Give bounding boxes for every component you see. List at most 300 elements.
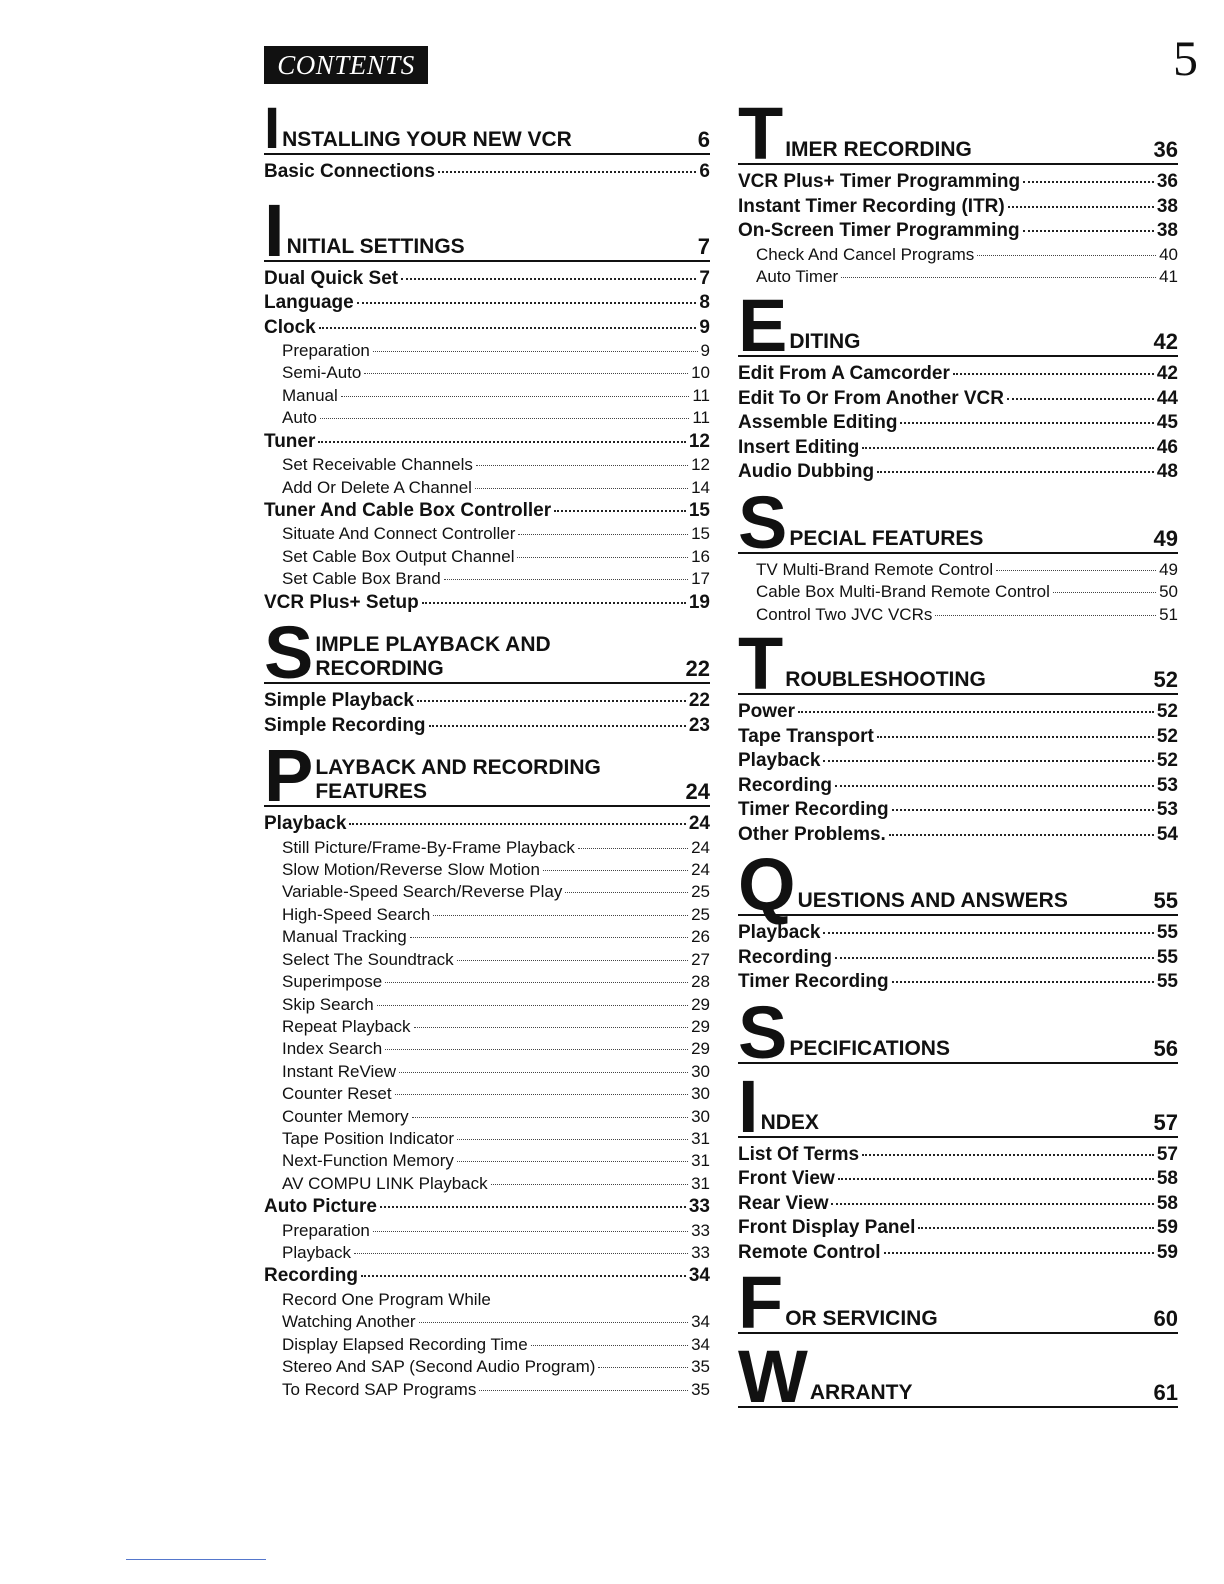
toc-subentry[interactable] — [264, 859, 710, 881]
entry-label: Semi-Auto — [282, 363, 362, 383]
leader-dots — [543, 870, 688, 871]
entry-label: Playback — [264, 813, 347, 835]
entry-label: Language — [264, 292, 354, 313]
section-initial: Q — [738, 843, 796, 927]
leader-dots — [1008, 206, 1154, 208]
toc-subentry[interactable] — [264, 362, 710, 384]
entry-label: TV Multi-Brand Remote Control — [756, 559, 994, 579]
section-page: 6 — [697, 127, 710, 152]
entry-page: 7 — [699, 267, 710, 289]
toc-entry[interactable] — [738, 170, 1178, 195]
entry-label: Index Search — [282, 1039, 383, 1059]
leader-dots — [433, 915, 688, 916]
leader-dots — [798, 711, 1154, 713]
leader-dots — [457, 1139, 688, 1140]
leader-dots — [491, 1184, 688, 1185]
entry-page: 42 — [1156, 363, 1178, 385]
section-playback-features[interactable] — [264, 734, 710, 818]
toc-entry[interactable] — [738, 1167, 1178, 1192]
entry-page: 8 — [699, 292, 710, 313]
toc-entry[interactable] — [738, 921, 1178, 946]
leader-dots — [349, 823, 685, 825]
leader-dots — [892, 809, 1154, 811]
leader-dots — [475, 488, 688, 489]
section-index[interactable] — [738, 1064, 1178, 1148]
section-specifications[interactable] — [738, 990, 1178, 1074]
entry-page: 26 — [691, 927, 710, 947]
leader-dots — [422, 602, 686, 604]
entry-label: Watching Another — [282, 1312, 416, 1332]
entry-page: 24 — [691, 860, 710, 880]
toc-subentry[interactable] — [738, 244, 1178, 266]
entry-label: Tuner — [264, 430, 316, 452]
toc-entry[interactable] — [738, 460, 1178, 485]
toc-entry[interactable] — [264, 160, 710, 185]
section-initial-settings[interactable] — [264, 188, 710, 272]
entry-page: 34 — [688, 1265, 710, 1287]
entry-label: Add Or Delete A Channel — [282, 477, 472, 497]
leader-dots — [412, 1117, 688, 1118]
leader-dots — [831, 1203, 1153, 1205]
section-page: 49 — [1153, 525, 1178, 551]
entry-label: Control Two JVC VCRs — [756, 604, 933, 624]
entry-page: 30 — [691, 1061, 710, 1081]
toc-entry[interactable] — [738, 436, 1178, 461]
leader-dots — [399, 1072, 688, 1073]
toc-subentry[interactable] — [264, 1220, 710, 1242]
entry-label: Stereo And SAP (Second Audio Program) — [282, 1357, 596, 1377]
leader-dots — [1023, 181, 1154, 183]
entry-page: 12 — [688, 430, 710, 452]
toc-subentry[interactable] — [264, 881, 710, 903]
entry-label: Set Receivable Channels — [282, 455, 473, 475]
contents-label: CONTENTS — [264, 46, 428, 84]
entry-page: 30 — [691, 1106, 710, 1126]
leader-dots — [862, 1154, 1154, 1156]
section-page: 60 — [1153, 1306, 1178, 1332]
entry-page: 59 — [1156, 1241, 1178, 1263]
entry-page: 44 — [1156, 387, 1178, 409]
toc-entry[interactable] — [738, 411, 1178, 436]
entry-page: 31 — [691, 1173, 710, 1193]
section-initial: T — [738, 92, 784, 175]
toc-entry[interactable] — [738, 362, 1178, 387]
toc-entry[interactable] — [738, 725, 1178, 750]
leader-dots — [318, 441, 685, 443]
entry-label: Tuner And Cable Box Controller — [264, 499, 552, 521]
toc-entry[interactable] — [738, 1143, 1178, 1168]
entry-page: 35 — [691, 1357, 710, 1377]
section-page: 22 — [685, 656, 710, 682]
section-page: 55 — [1153, 888, 1178, 914]
entry-page: 14 — [691, 477, 710, 497]
leader-dots — [361, 1275, 686, 1277]
entry-label: Front Display Panel — [738, 1217, 916, 1239]
toc-entry[interactable] — [738, 798, 1178, 823]
entry-label: Slow Motion/Reverse Slow Motion — [282, 860, 540, 880]
section-initial: P — [264, 734, 314, 818]
section-initial: I — [264, 188, 285, 272]
toc-subentry[interactable] — [264, 1038, 710, 1060]
entry-label: Check And Cancel Programs — [756, 244, 975, 264]
toc-subentry[interactable] — [264, 1150, 710, 1172]
toc-entry[interactable] — [738, 195, 1178, 220]
leader-dots — [838, 1178, 1154, 1180]
entry-label: Playback — [738, 922, 821, 944]
entry-label: Basic Connections — [264, 161, 436, 182]
entry-label: Auto Picture — [264, 1196, 377, 1218]
section-title: IMPLE PLAYBACK AND RECORDING — [315, 633, 551, 681]
section-title: UESTIONS AND ANSWERS — [797, 889, 1068, 913]
entry-label: Timer Recording — [738, 971, 889, 993]
page-number: 5 — [1173, 30, 1198, 86]
footer-rule — [126, 1558, 266, 1560]
leader-dots — [380, 1206, 686, 1208]
entry-label: Auto — [282, 408, 317, 428]
entry-label: Playback — [738, 750, 821, 772]
toc-entry[interactable] — [264, 714, 710, 739]
entry-label: Recording — [738, 774, 832, 796]
entry-page: 52 — [1156, 725, 1178, 747]
leader-dots — [518, 534, 688, 535]
entry-label: Still Picture/Frame-By-Frame Playback — [282, 837, 575, 857]
entry-label: Manual — [282, 385, 338, 405]
leader-dots — [977, 255, 1156, 256]
entry-page: 50 — [1159, 582, 1178, 602]
section-timer-recording[interactable] — [738, 92, 1178, 175]
section-title: ROUBLESHOOTING — [785, 668, 986, 692]
entry-page: 51 — [1159, 604, 1178, 624]
leader-dots — [841, 277, 1156, 278]
entry-label: Instant Timer Recording (ITR) — [738, 195, 1005, 217]
entry-page: 33 — [688, 1196, 710, 1218]
leader-dots — [531, 1345, 688, 1346]
toc-subentry[interactable] — [264, 949, 710, 971]
entry-page: 35 — [691, 1379, 710, 1399]
entry-page: 19 — [688, 591, 710, 613]
toc-entry[interactable] — [738, 1241, 1178, 1266]
entry-label: Skip Search — [282, 994, 374, 1014]
toc-subentry[interactable] — [264, 1334, 710, 1356]
entry-page: 31 — [691, 1128, 710, 1148]
entry-page: 29 — [691, 1039, 710, 1059]
toc-subentry[interactable] — [264, 1173, 710, 1195]
toc-subentry[interactable] — [264, 1356, 710, 1378]
leader-dots — [429, 725, 686, 727]
leader-dots — [1053, 592, 1156, 593]
entry-label: Audio Dubbing — [738, 461, 875, 483]
entry-label: To Record SAP Programs — [282, 1379, 477, 1399]
entry-label: Assemble Editing — [738, 412, 898, 434]
entry-page: 52 — [1156, 750, 1178, 772]
entry-page: 29 — [691, 994, 710, 1014]
toc-subentry[interactable] — [264, 971, 710, 993]
entry-label: Playback — [282, 1243, 351, 1263]
entry-page: 22 — [688, 690, 710, 712]
toc-subentry[interactable] — [264, 904, 710, 926]
entry-label: Counter Memory — [282, 1106, 409, 1126]
toc-subentry[interactable] — [264, 1061, 710, 1083]
entry-page: 12 — [691, 455, 710, 475]
leader-dots — [996, 570, 1156, 571]
toc-entry[interactable] — [738, 700, 1178, 725]
entry-page: 30 — [691, 1084, 710, 1104]
entry-label: Power — [738, 701, 796, 723]
leader-dots — [438, 171, 696, 173]
leader-dots — [918, 1227, 1153, 1229]
entry-page: 31 — [691, 1151, 710, 1171]
entry-page: 52 — [1156, 701, 1178, 723]
entry-label: Clock — [264, 316, 316, 338]
entry-label: Recording — [738, 946, 832, 968]
section-title: NDEX — [760, 1110, 819, 1134]
toc-subentry[interactable] — [264, 340, 710, 362]
toc-entry[interactable] — [738, 774, 1178, 799]
leader-dots — [320, 418, 689, 419]
entry-page: 15 — [688, 499, 710, 521]
toc-entry[interactable] — [264, 267, 710, 292]
entry-label: Set Cable Box Output Channel — [282, 546, 515, 566]
section-page: 61 — [1153, 1380, 1178, 1406]
entry-label: Cable Box Multi-Brand Remote Control — [756, 582, 1050, 602]
entry-page: 10 — [691, 363, 710, 383]
entry-label: Dual Quick Set — [264, 267, 399, 289]
toc-subentry[interactable] — [264, 1242, 710, 1264]
entry-label: Tape Position Indicator — [282, 1128, 454, 1148]
entry-label: Record One Program While — [282, 1289, 491, 1309]
entry-page: 55 — [1156, 946, 1178, 968]
entry-label: Next-Function Memory — [282, 1151, 454, 1171]
section-page: 52 — [1153, 667, 1178, 693]
section-title: ARRANTY — [809, 1381, 913, 1405]
section-initial: S — [738, 480, 788, 564]
leader-dots — [417, 700, 686, 702]
leader-dots — [354, 1253, 688, 1254]
section-page: 42 — [1153, 329, 1178, 355]
entry-page: 55 — [1156, 922, 1178, 944]
entry-label: Simple Recording — [264, 714, 426, 736]
section-troubleshooting[interactable] — [738, 622, 1178, 706]
toc-subentry[interactable] — [264, 407, 710, 429]
toc-subentry[interactable] — [264, 1379, 710, 1401]
toc-entry[interactable] — [738, 946, 1178, 971]
entry-label: Superimpose — [282, 972, 383, 992]
entry-label: On-Screen Timer Programming — [738, 220, 1020, 241]
toc-subentry[interactable] — [264, 523, 710, 545]
section-title: PECIFICATIONS — [789, 1036, 950, 1060]
toc-subentry[interactable] — [264, 1289, 710, 1311]
section-simple-playback[interactable] — [264, 611, 710, 695]
entry-page: 15 — [691, 524, 710, 544]
leader-dots — [373, 351, 698, 352]
toc-subentry[interactable] — [264, 1311, 710, 1333]
toc-subentry[interactable] — [264, 477, 710, 499]
toc-entry[interactable] — [264, 1195, 710, 1220]
section-title: PECIAL FEATURES — [789, 526, 984, 550]
right-column — [738, 92, 1178, 1419]
toc-entry[interactable] — [738, 970, 1178, 995]
leader-dots — [877, 471, 1154, 473]
entry-page: 25 — [691, 882, 710, 902]
toc-subentry[interactable] — [264, 568, 710, 590]
toc-entry[interactable] — [264, 812, 710, 837]
leader-dots — [419, 1322, 689, 1323]
section-page: 57 — [1153, 1109, 1178, 1135]
leader-dots — [357, 302, 697, 304]
section-initial: E — [738, 284, 788, 368]
section-page: 7 — [697, 233, 710, 259]
toc-subentry[interactable] — [264, 1016, 710, 1038]
entry-label: Counter Reset — [282, 1084, 392, 1104]
section-special-features[interactable] — [738, 480, 1178, 564]
leader-dots — [835, 957, 1154, 959]
leader-dots — [410, 937, 688, 938]
section-initial: I — [738, 1064, 759, 1148]
entry-page: 11 — [692, 408, 710, 428]
toc-entry[interactable] — [738, 387, 1178, 412]
entry-page: 58 — [1156, 1192, 1178, 1214]
toc-subentry[interactable] — [264, 1128, 710, 1150]
leader-dots — [377, 1005, 688, 1006]
leader-dots — [395, 1094, 688, 1095]
section-title: OR SERVICING — [785, 1307, 938, 1331]
entry-label: VCR Plus+ Setup — [264, 591, 419, 613]
leader-dots — [862, 447, 1153, 449]
leader-dots — [373, 1231, 688, 1232]
toc-subentry[interactable] — [738, 581, 1178, 603]
leader-dots — [835, 785, 1154, 787]
entry-page: 23 — [688, 714, 710, 736]
leader-dots — [877, 736, 1154, 738]
section-title: LAYBACK AND RECORDING FEATURES — [315, 756, 601, 804]
leader-dots — [319, 327, 697, 329]
entry-page: 59 — [1156, 1217, 1178, 1239]
toc-entry[interactable] — [264, 316, 710, 341]
entry-label: Edit To Or From Another VCR — [738, 387, 1004, 409]
entry-label: Situate And Connect Controller — [282, 524, 516, 544]
left-column — [264, 96, 710, 1401]
toc-entry[interactable] — [264, 291, 710, 316]
leader-dots — [565, 892, 688, 893]
entry-page: 48 — [1156, 461, 1178, 483]
entry-page: 28 — [691, 972, 710, 992]
toc-entry[interactable] — [264, 1264, 710, 1289]
leader-dots — [823, 932, 1153, 934]
leader-dots — [892, 981, 1154, 983]
section-servicing[interactable] — [738, 1261, 1178, 1345]
toc-subentry[interactable] — [738, 559, 1178, 581]
entry-label: Remote Control — [738, 1241, 881, 1263]
toc-subentry[interactable] — [264, 454, 710, 476]
entry-page: 57 — [1156, 1143, 1178, 1165]
entry-label: Auto Timer — [756, 266, 839, 286]
leader-dots — [385, 1049, 688, 1050]
entry-page: 34 — [691, 1312, 710, 1332]
section-installing[interactable] — [264, 96, 710, 161]
entry-page: 6 — [699, 161, 710, 182]
entry-label: List Of Terms — [738, 1143, 860, 1165]
entry-page: 53 — [1156, 774, 1178, 796]
section-title: DITING — [789, 330, 861, 354]
section-title: IMER RECORDING — [785, 138, 972, 161]
toc-subentry[interactable] — [264, 994, 710, 1016]
entry-page: 24 — [691, 837, 710, 857]
section-warranty[interactable] — [738, 1335, 1178, 1419]
entry-label: Other Problems. — [738, 823, 886, 845]
entry-label: Preparation — [282, 1220, 370, 1240]
entry-page: 41 — [1159, 266, 1178, 286]
section-page: 36 — [1153, 137, 1178, 162]
entry-label: Repeat Playback — [282, 1016, 411, 1036]
entry-page: 33 — [691, 1220, 710, 1240]
entry-page: 16 — [691, 546, 710, 566]
entry-label: Simple Playback — [264, 690, 414, 712]
leader-dots — [823, 760, 1153, 762]
toc-subentry[interactable] — [264, 546, 710, 568]
entry-label: Edit From A Camcorder — [738, 363, 950, 385]
toc-subentry[interactable] — [264, 1083, 710, 1105]
leader-dots — [935, 615, 1156, 616]
toc-entry[interactable] — [738, 219, 1178, 244]
section-title: NITIAL SETTINGS — [286, 234, 465, 258]
toc-entry[interactable] — [264, 689, 710, 714]
leader-dots — [364, 373, 688, 374]
leader-dots — [517, 557, 688, 558]
toc-subentry[interactable] — [738, 604, 1178, 626]
entry-page: 34 — [691, 1334, 710, 1354]
entry-page: 36 — [1156, 171, 1178, 192]
entry-label: Front View — [738, 1168, 835, 1190]
toc-entry[interactable] — [264, 591, 710, 616]
toc-subentry[interactable] — [264, 385, 710, 407]
entry-page: 9 — [699, 316, 710, 338]
toc-subentry[interactable] — [738, 266, 1178, 288]
entry-page: 55 — [1156, 971, 1178, 993]
entry-label: Tape Transport — [738, 725, 874, 747]
entry-label: Variable-Speed Search/Reverse Play — [282, 882, 563, 902]
leader-dots — [479, 1390, 688, 1391]
entry-label: Insert Editing — [738, 436, 860, 458]
toc-entry[interactable] — [264, 499, 710, 524]
toc-subentry[interactable] — [264, 1106, 710, 1128]
entry-label: Display Elapsed Recording Time — [282, 1334, 528, 1354]
toc-subentry[interactable] — [264, 926, 710, 948]
toc-entry[interactable] — [738, 749, 1178, 774]
section-questions-answers[interactable] — [738, 843, 1178, 927]
leader-dots — [414, 1027, 689, 1028]
entry-page: 17 — [691, 569, 710, 589]
leader-dots — [457, 1161, 688, 1162]
entry-label: Timer Recording — [738, 799, 889, 821]
toc-entry[interactable] — [264, 430, 710, 455]
section-editing[interactable] — [738, 284, 1178, 368]
leader-dots — [578, 848, 688, 849]
leader-dots — [476, 465, 688, 466]
leader-dots — [554, 510, 686, 512]
entry-page: 9 — [700, 341, 710, 360]
toc-subentry[interactable] — [264, 837, 710, 859]
toc-entry[interactable] — [738, 1216, 1178, 1241]
leader-dots — [457, 960, 688, 961]
entry-page: 46 — [1156, 436, 1178, 458]
toc-entry[interactable] — [738, 823, 1178, 848]
toc-entry[interactable] — [738, 1192, 1178, 1217]
entry-page: 38 — [1156, 220, 1178, 241]
entry-label: Select The Soundtrack — [282, 949, 454, 969]
section-initial: S — [738, 990, 788, 1074]
entry-label: Preparation — [282, 341, 370, 360]
entry-label: Rear View — [738, 1192, 829, 1214]
